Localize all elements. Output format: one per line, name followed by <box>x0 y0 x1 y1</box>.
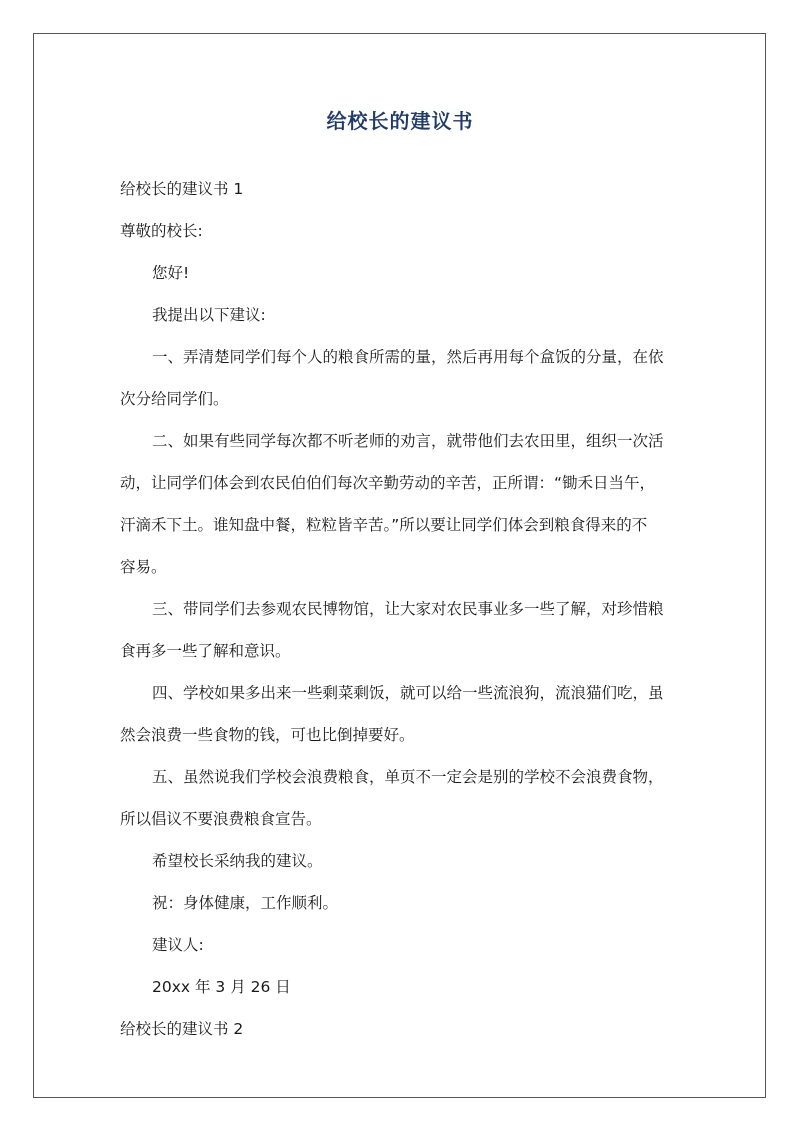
suggestion-item-3 <box>120 588 700 672</box>
salutation: 尊敬的校长: <box>120 222 203 240</box>
suggestion-item-5 <box>120 756 700 840</box>
suggestion-line: 动，让同学们体会到农民伯伯们每次辛勤劳动的辛苦，正所谓：“锄禾日当午， <box>120 474 656 492</box>
document-title: 给校长的建议书 <box>326 109 474 133</box>
suggestion-line: 所以倡议不要浪费粮食宣告。 <box>120 810 322 828</box>
suggestion-line: 食再多一些了解和意识。 <box>120 642 291 660</box>
document-body <box>120 168 700 1050</box>
suggestion-line: 次分给同学们。 <box>120 390 229 408</box>
proposer-label: 建议人: <box>152 936 204 954</box>
intro-line: 我提出以下建议: <box>152 306 266 324</box>
suggestion-line: 五、虽然说我们学校会浪费粮食，单页不一定会是别的学校不会浪费食物， <box>152 768 664 786</box>
section-heading-1: 给校长的建议书 1 <box>120 180 244 198</box>
closing-wish: 祝：身体健康，工作顺利。 <box>152 894 339 912</box>
closing-hope: 希望校长采纳我的建议。 <box>152 852 323 870</box>
suggestion-item-1 <box>120 336 700 420</box>
suggestion-line: 四、学校如果多出来一些剩菜剩饭，就可以给一些流浪狗，流浪猫们吃，虽 <box>152 684 664 702</box>
section-heading-2: 给校长的建议书 2 <box>120 1020 244 1038</box>
suggestion-line: 然会浪费一些食物的钱，可也比倒掉要好。 <box>120 726 415 744</box>
suggestion-line: 一、弄清楚同学们每个人的粮食所需的量，然后再用每个盒饭的分量，在依 <box>152 348 664 366</box>
suggestion-line: 三、带同学们去参观农民博物馆，让大家对农民事业多一些了解，对珍惜粮 <box>152 600 664 618</box>
letter-date: 20xx 年 3 月 26 日 <box>152 978 291 996</box>
suggestion-item-4 <box>120 672 700 756</box>
suggestion-line: 汗滴禾下土。谁知盘中餐，粒粒皆辛苦。”所以要让同学们体会到粮食得来的不 <box>120 516 648 534</box>
suggestion-item-2 <box>120 420 700 588</box>
suggestion-line: 二、如果有些同学每次都不听老师的劝言，就带他们去农田里，组织一次活 <box>152 432 664 450</box>
suggestion-line: 容易。 <box>120 558 167 576</box>
greeting: 您好! <box>152 264 190 282</box>
